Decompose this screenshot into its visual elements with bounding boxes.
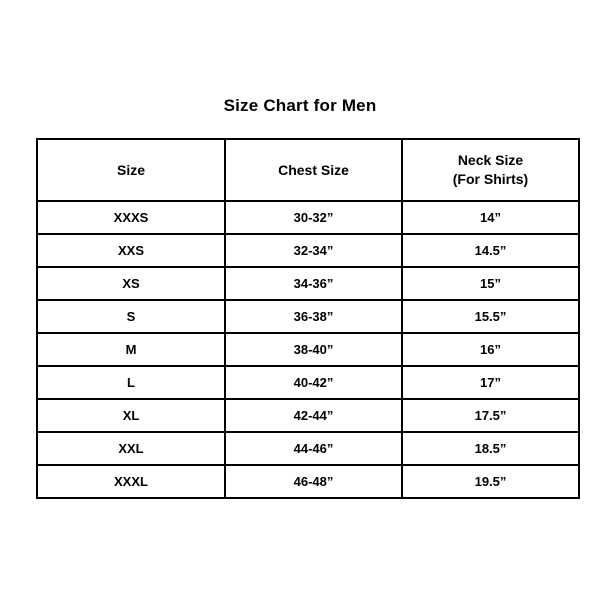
cell-chest: 44-46” <box>225 432 402 465</box>
table-row <box>37 333 579 366</box>
size-table <box>36 138 580 499</box>
cell-neck: 17.5” <box>402 399 579 432</box>
table-row <box>37 300 579 333</box>
cell-chest: 38-40” <box>225 333 402 366</box>
cell-neck: 16” <box>402 333 579 366</box>
table-row <box>37 399 579 432</box>
cell-neck: 14” <box>402 201 579 234</box>
cell-size: XXS <box>37 234 225 267</box>
size-table-container <box>36 138 572 499</box>
column-header-neck-size <box>402 139 579 201</box>
cell-neck: 19.5” <box>402 465 579 498</box>
table-row <box>37 267 579 300</box>
cell-chest: 46-48” <box>225 465 402 498</box>
table-row <box>37 201 579 234</box>
column-header-size-label: Size <box>116 161 145 178</box>
cell-size: XXL <box>37 432 225 465</box>
cell-chest: 34-36” <box>225 267 402 300</box>
column-header-chest-size-label: Chest Size <box>278 161 349 178</box>
cell-neck: 18.5” <box>402 432 579 465</box>
cell-chest: 42-44” <box>225 399 402 432</box>
cell-chest: 30-32” <box>225 201 402 234</box>
table-row <box>37 366 579 399</box>
cell-size: S <box>37 300 225 333</box>
cell-chest: 40-42” <box>225 366 402 399</box>
cell-chest: 36-38” <box>225 300 402 333</box>
cell-size: M <box>37 333 225 366</box>
column-header-neck-size-sublabel: (For Shirts) <box>452 171 529 187</box>
cell-size: XS <box>37 267 225 300</box>
table-body <box>37 201 579 498</box>
table-header-row <box>37 139 579 201</box>
cell-size: XXXL <box>37 465 225 498</box>
table-row <box>37 234 579 267</box>
table-header <box>37 139 579 201</box>
column-header-size <box>37 139 225 201</box>
cell-size: XL <box>37 399 225 432</box>
cell-chest: 32-34” <box>225 234 402 267</box>
table-row <box>37 465 579 498</box>
cell-neck: 17” <box>402 366 579 399</box>
column-header-neck-size-label: Neck Size <box>457 152 524 169</box>
cell-size: XXXS <box>37 201 225 234</box>
column-header-chest-size <box>225 139 402 201</box>
cell-neck: 15.5” <box>402 300 579 333</box>
cell-neck: 14.5” <box>402 234 579 267</box>
table-row <box>37 432 579 465</box>
page-title: Size Chart for Men <box>223 96 377 115</box>
cell-size: L <box>37 366 225 399</box>
cell-neck: 15” <box>402 267 579 300</box>
